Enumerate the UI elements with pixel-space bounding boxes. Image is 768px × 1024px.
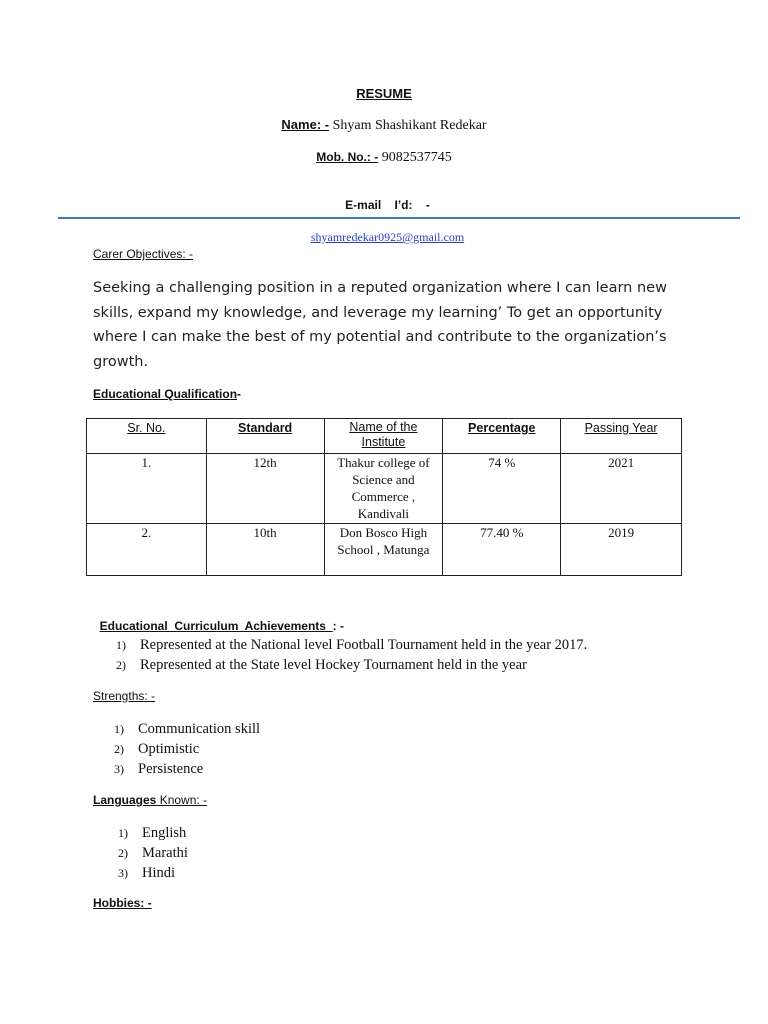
objective-heading-text: Carer Objectives: - (93, 247, 194, 261)
mobile-line (0, 150, 768, 166)
table-header-row (87, 419, 682, 454)
list-number: 2) (118, 846, 128, 860)
list-text: Communication skill (138, 721, 261, 737)
list-item (114, 759, 260, 779)
hobbies-heading (93, 896, 152, 910)
name-label: Name: - (281, 117, 330, 132)
row1-institute: Thakur college of Science and Commerce , Kandivali (324, 454, 443, 524)
row2-percentage: 77.40 % (443, 524, 561, 576)
achievements-list (116, 635, 587, 675)
list-number: 3) (118, 866, 128, 880)
list-text: Hindi (142, 865, 176, 881)
list-number: 1) (116, 638, 126, 652)
list-number: 1) (118, 826, 128, 840)
row2-standard: 10th (206, 524, 324, 576)
hobbies-heading-text: Hobbies: - (93, 896, 152, 910)
objective-text: Seeking a challenging position in a reputed organization where I can learn new skills, expand my knowledge, and leverage my learning’ To get an opportunity where I can make the best of my potential and contribute to the organization’s growth. (93, 280, 667, 370)
list-item (118, 863, 188, 883)
achievements-heading-suffix: : - (332, 619, 344, 633)
row2-institute: Don Bosco High School , Matunga (324, 524, 443, 576)
list-item (116, 655, 587, 675)
header-divider (58, 217, 740, 219)
row1-year: 2021 (561, 454, 682, 524)
languages-heading-rest: Known: - (156, 793, 208, 807)
strengths-heading-text: Strengths: - (93, 689, 156, 703)
name-line (0, 117, 768, 134)
email-label: E-mail I’d: - (345, 198, 430, 212)
list-number: 1) (114, 722, 124, 736)
list-item (118, 823, 188, 843)
row1-percentage: 74 % (443, 454, 561, 524)
row1-sr: 1. (87, 454, 207, 524)
list-item (118, 843, 188, 863)
row1-standard: 12th (206, 454, 324, 524)
languages-heading (93, 793, 207, 807)
list-number: 2) (116, 658, 126, 672)
col-percentage: Percentage (443, 419, 561, 454)
languages-heading-bold: Languages (93, 793, 157, 807)
list-item (114, 739, 260, 759)
email-link[interactable]: shyamredekar0925@gmail.com (310, 230, 465, 244)
education-heading-suffix: - (237, 387, 242, 401)
list-number: 3) (114, 762, 124, 776)
achievements-heading-text: Educational Curriculum Achievements (99, 619, 333, 633)
table-row (87, 524, 682, 576)
row2-year: 2019 (561, 524, 682, 576)
achievements-heading (93, 605, 344, 633)
education-heading (93, 387, 241, 401)
list-text: Optimistic (138, 741, 200, 757)
list-item (116, 635, 587, 655)
col-sr-no: Sr. No. (87, 419, 207, 454)
list-text: English (142, 825, 187, 841)
col-passing-year: Passing Year (561, 419, 682, 454)
education-heading-text: Educational Qualification (93, 387, 238, 401)
list-item (114, 719, 260, 739)
email-line (0, 182, 768, 246)
col-institute: Name of the Institute (324, 419, 443, 454)
mobile-value: 9082537745 (381, 150, 452, 165)
name-value: Shyam Shashikant Redekar (332, 118, 487, 133)
education-table (86, 418, 682, 576)
list-number: 2) (114, 742, 124, 756)
col-standard: Standard (206, 419, 324, 454)
strengths-heading (93, 689, 155, 703)
resume-title: RESUME (356, 86, 412, 101)
table-row (87, 454, 682, 524)
list-text: Marathi (142, 845, 188, 861)
mobile-label: Mob. No.: - (316, 150, 379, 164)
strengths-list (114, 719, 260, 779)
objective-heading (93, 247, 193, 261)
list-text: Represented at the National level Football Tournament held in the year 2017. (140, 637, 588, 653)
list-text: Represented at the State level Hockey Tournament held in the year (140, 657, 527, 673)
row2-sr: 2. (87, 524, 207, 576)
languages-list (118, 823, 188, 883)
list-text: Persistence (138, 761, 204, 777)
